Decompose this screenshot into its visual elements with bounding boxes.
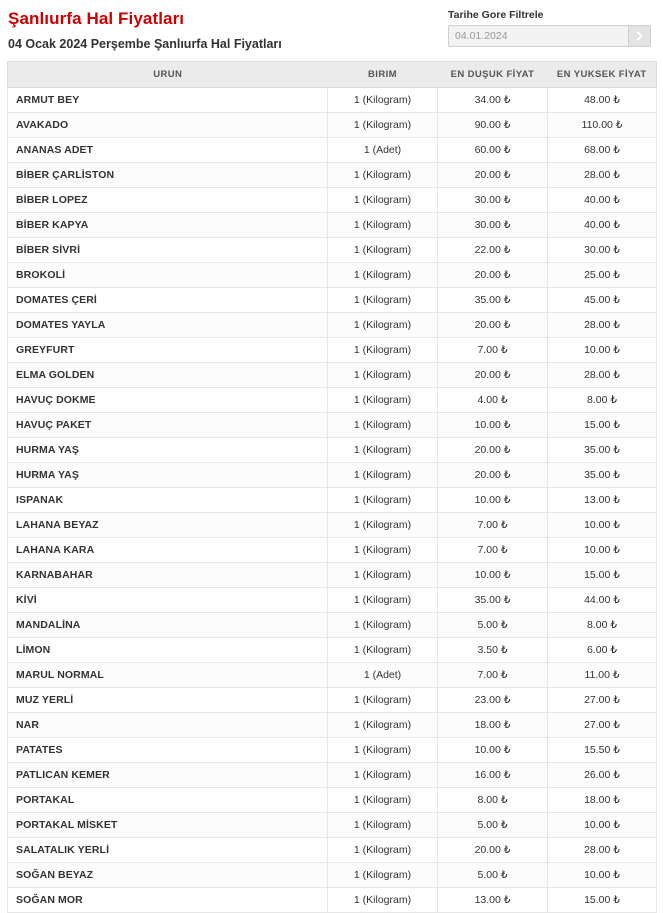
page-header bbox=[0, 0, 663, 51]
cell-birim: 1 (Adet) bbox=[328, 138, 438, 163]
cell-urun: BİBER SİVRİ bbox=[8, 238, 328, 263]
cell-lowest-price: 16.00 ₺ bbox=[438, 763, 548, 788]
cell-urun: MARUL NORMAL bbox=[8, 663, 328, 688]
cell-lowest-price: 3.50 ₺ bbox=[438, 638, 548, 663]
table-row bbox=[8, 213, 657, 238]
cell-highest-price: 40.00 ₺ bbox=[548, 188, 657, 213]
cell-highest-price: 28.00 ₺ bbox=[548, 163, 657, 188]
cell-urun: SOĞAN MOR bbox=[8, 888, 328, 913]
cell-lowest-price: 20.00 ₺ bbox=[438, 838, 548, 863]
cell-highest-price: 26.00 ₺ bbox=[548, 763, 657, 788]
table-row bbox=[8, 338, 657, 363]
cell-urun: MUZ YERLİ bbox=[8, 688, 328, 713]
cell-urun: SALATALIK YERLİ bbox=[8, 838, 328, 863]
cell-lowest-price: 35.00 ₺ bbox=[438, 288, 548, 313]
date-filter bbox=[448, 8, 651, 47]
table-row bbox=[8, 588, 657, 613]
cell-birim: 1 (Kilogram) bbox=[328, 813, 438, 838]
cell-lowest-price: 13.00 ₺ bbox=[438, 888, 548, 913]
table-row bbox=[8, 888, 657, 913]
cell-birim: 1 (Kilogram) bbox=[328, 563, 438, 588]
cell-urun: MANDALİNA bbox=[8, 613, 328, 638]
table-body bbox=[8, 88, 657, 913]
cell-highest-price: 35.00 ₺ bbox=[548, 463, 657, 488]
table-head bbox=[8, 62, 657, 88]
table-row bbox=[8, 813, 657, 838]
cell-urun: HURMA YAŞ bbox=[8, 438, 328, 463]
cell-highest-price: 15.00 ₺ bbox=[548, 563, 657, 588]
cell-birim: 1 (Kilogram) bbox=[328, 488, 438, 513]
cell-highest-price: 40.00 ₺ bbox=[548, 213, 657, 238]
cell-highest-price: 10.00 ₺ bbox=[548, 513, 657, 538]
cell-urun: BROKOLİ bbox=[8, 263, 328, 288]
cell-lowest-price: 20.00 ₺ bbox=[438, 263, 548, 288]
cell-birim: 1 (Kilogram) bbox=[328, 113, 438, 138]
cell-urun: HURMA YAŞ bbox=[8, 463, 328, 488]
cell-birim: 1 (Kilogram) bbox=[328, 213, 438, 238]
cell-highest-price: 8.00 ₺ bbox=[548, 613, 657, 638]
cell-highest-price: 27.00 ₺ bbox=[548, 713, 657, 738]
cell-birim: 1 (Kilogram) bbox=[328, 738, 438, 763]
cell-urun: DOMATES ÇERİ bbox=[8, 288, 328, 313]
cell-lowest-price: 7.00 ₺ bbox=[438, 538, 548, 563]
cell-birim: 1 (Kilogram) bbox=[328, 538, 438, 563]
page-title: Şanlıurfa Hal Fiyatları bbox=[8, 9, 185, 28]
column-header-highest-price: EN YUKSEK FİYAT bbox=[548, 62, 657, 88]
cell-lowest-price: 90.00 ₺ bbox=[438, 113, 548, 138]
table-row bbox=[8, 263, 657, 288]
cell-birim: 1 (Kilogram) bbox=[328, 388, 438, 413]
cell-highest-price: 15.50 ₺ bbox=[548, 738, 657, 763]
cell-birim: 1 (Kilogram) bbox=[328, 713, 438, 738]
cell-birim: 1 (Kilogram) bbox=[328, 438, 438, 463]
chevron-right-icon bbox=[635, 31, 644, 41]
cell-birim: 1 (Kilogram) bbox=[328, 863, 438, 888]
cell-urun: BİBER LOPEZ bbox=[8, 188, 328, 213]
cell-highest-price: 6.00 ₺ bbox=[548, 638, 657, 663]
cell-highest-price: 110.00 ₺ bbox=[548, 113, 657, 138]
cell-urun: LİMON bbox=[8, 638, 328, 663]
cell-birim: 1 (Kilogram) bbox=[328, 763, 438, 788]
cell-highest-price: 18.00 ₺ bbox=[548, 788, 657, 813]
cell-lowest-price: 10.00 ₺ bbox=[438, 738, 548, 763]
cell-highest-price: 10.00 ₺ bbox=[548, 338, 657, 363]
table-row bbox=[8, 788, 657, 813]
cell-urun: AVAKADO bbox=[8, 113, 328, 138]
cell-lowest-price: 5.00 ₺ bbox=[438, 863, 548, 888]
cell-birim: 1 (Kilogram) bbox=[328, 613, 438, 638]
cell-highest-price: 30.00 ₺ bbox=[548, 238, 657, 263]
cell-lowest-price: 60.00 ₺ bbox=[438, 138, 548, 163]
cell-birim: 1 (Kilogram) bbox=[328, 163, 438, 188]
cell-highest-price: 10.00 ₺ bbox=[548, 538, 657, 563]
cell-lowest-price: 23.00 ₺ bbox=[438, 688, 548, 713]
cell-urun: NAR bbox=[8, 713, 328, 738]
table-row bbox=[8, 388, 657, 413]
cell-lowest-price: 35.00 ₺ bbox=[438, 588, 548, 613]
date-input[interactable] bbox=[449, 26, 628, 46]
price-table bbox=[7, 61, 657, 913]
cell-lowest-price: 20.00 ₺ bbox=[438, 438, 548, 463]
cell-urun: PATATES bbox=[8, 738, 328, 763]
cell-highest-price: 11.00 ₺ bbox=[548, 663, 657, 688]
table-row bbox=[8, 538, 657, 563]
date-filter-label: Tarihe Gore Filtrele bbox=[448, 9, 544, 21]
cell-highest-price: 8.00 ₺ bbox=[548, 388, 657, 413]
table-row bbox=[8, 113, 657, 138]
cell-lowest-price: 7.00 ₺ bbox=[438, 513, 548, 538]
page-subtitle: 04 Ocak 2024 Perşembe Şanlıurfa Hal Fiyatları bbox=[8, 36, 282, 51]
cell-highest-price: 27.00 ₺ bbox=[548, 688, 657, 713]
table-row bbox=[8, 513, 657, 538]
cell-urun: PATLICAN KEMER bbox=[8, 763, 328, 788]
cell-lowest-price: 20.00 ₺ bbox=[438, 363, 548, 388]
table-row bbox=[8, 313, 657, 338]
cell-urun: BİBER ÇARLİSTON bbox=[8, 163, 328, 188]
cell-lowest-price: 20.00 ₺ bbox=[438, 313, 548, 338]
cell-birim: 1 (Kilogram) bbox=[328, 338, 438, 363]
cell-urun: PORTAKAL MİSKET bbox=[8, 813, 328, 838]
cell-urun: GREYFURT bbox=[8, 338, 328, 363]
table-row bbox=[8, 138, 657, 163]
cell-highest-price: 15.00 ₺ bbox=[548, 888, 657, 913]
cell-urun: DOMATES YAYLA bbox=[8, 313, 328, 338]
table-row bbox=[8, 363, 657, 388]
cell-birim: 1 (Kilogram) bbox=[328, 88, 438, 113]
cell-highest-price: 28.00 ₺ bbox=[548, 838, 657, 863]
cell-highest-price: 48.00 ₺ bbox=[548, 88, 657, 113]
cell-urun: ARMUT BEY bbox=[8, 88, 328, 113]
table-row bbox=[8, 413, 657, 438]
cell-highest-price: 25.00 ₺ bbox=[548, 263, 657, 288]
table-row bbox=[8, 438, 657, 463]
cell-birim: 1 (Kilogram) bbox=[328, 263, 438, 288]
cell-highest-price: 28.00 ₺ bbox=[548, 363, 657, 388]
cell-lowest-price: 22.00 ₺ bbox=[438, 238, 548, 263]
cell-highest-price: 10.00 ₺ bbox=[548, 813, 657, 838]
table-row bbox=[8, 663, 657, 688]
cell-highest-price: 28.00 ₺ bbox=[548, 313, 657, 338]
table-row bbox=[8, 688, 657, 713]
cell-lowest-price: 7.00 ₺ bbox=[438, 338, 548, 363]
cell-birim: 1 (Kilogram) bbox=[328, 888, 438, 913]
cell-birim: 1 (Kilogram) bbox=[328, 188, 438, 213]
cell-lowest-price: 8.00 ₺ bbox=[438, 788, 548, 813]
table-row bbox=[8, 738, 657, 763]
table-row bbox=[8, 838, 657, 863]
cell-lowest-price: 20.00 ₺ bbox=[438, 463, 548, 488]
cell-highest-price: 35.00 ₺ bbox=[548, 438, 657, 463]
column-header-urun: URUN bbox=[8, 62, 328, 88]
cell-birim: 1 (Kilogram) bbox=[328, 238, 438, 263]
date-filter-submit-button[interactable] bbox=[628, 26, 650, 46]
cell-highest-price: 10.00 ₺ bbox=[548, 863, 657, 888]
cell-birim: 1 (Kilogram) bbox=[328, 638, 438, 663]
column-header-lowest-price: EN DUŞUK FİYAT bbox=[438, 62, 548, 88]
cell-lowest-price: 30.00 ₺ bbox=[438, 213, 548, 238]
cell-highest-price: 68.00 ₺ bbox=[548, 138, 657, 163]
table-row bbox=[8, 638, 657, 663]
table-row bbox=[8, 238, 657, 263]
table-row bbox=[8, 163, 657, 188]
cell-birim: 1 (Kilogram) bbox=[328, 363, 438, 388]
cell-highest-price: 15.00 ₺ bbox=[548, 413, 657, 438]
cell-highest-price: 45.00 ₺ bbox=[548, 288, 657, 313]
cell-urun: KARNABAHAR bbox=[8, 563, 328, 588]
cell-lowest-price: 20.00 ₺ bbox=[438, 163, 548, 188]
table-row bbox=[8, 288, 657, 313]
cell-lowest-price: 10.00 ₺ bbox=[438, 563, 548, 588]
cell-birim: 1 (Kilogram) bbox=[328, 688, 438, 713]
cell-birim: 1 (Adet) bbox=[328, 663, 438, 688]
cell-urun: LAHANA BEYAZ bbox=[8, 513, 328, 538]
table-row bbox=[8, 463, 657, 488]
cell-urun: HAVUÇ PAKET bbox=[8, 413, 328, 438]
cell-highest-price: 44.00 ₺ bbox=[548, 588, 657, 613]
cell-urun: SOĞAN BEYAZ bbox=[8, 863, 328, 888]
table-row bbox=[8, 863, 657, 888]
table-row bbox=[8, 613, 657, 638]
cell-birim: 1 (Kilogram) bbox=[328, 838, 438, 863]
cell-birim: 1 (Kilogram) bbox=[328, 513, 438, 538]
table-row bbox=[8, 763, 657, 788]
cell-lowest-price: 30.00 ₺ bbox=[438, 188, 548, 213]
cell-lowest-price: 4.00 ₺ bbox=[438, 388, 548, 413]
cell-birim: 1 (Kilogram) bbox=[328, 588, 438, 613]
cell-urun: PORTAKAL bbox=[8, 788, 328, 813]
cell-urun: ELMA GOLDEN bbox=[8, 363, 328, 388]
title-block bbox=[8, 8, 448, 51]
cell-lowest-price: 18.00 ₺ bbox=[438, 713, 548, 738]
table-row bbox=[8, 88, 657, 113]
cell-lowest-price: 5.00 ₺ bbox=[438, 813, 548, 838]
cell-highest-price: 13.00 ₺ bbox=[548, 488, 657, 513]
table-header-row bbox=[8, 62, 657, 88]
cell-lowest-price: 34.00 ₺ bbox=[438, 88, 548, 113]
cell-birim: 1 (Kilogram) bbox=[328, 463, 438, 488]
table-row bbox=[8, 188, 657, 213]
cell-urun: ANANAS ADET bbox=[8, 138, 328, 163]
cell-urun: LAHANA KARA bbox=[8, 538, 328, 563]
cell-birim: 1 (Kilogram) bbox=[328, 788, 438, 813]
cell-birim: 1 (Kilogram) bbox=[328, 413, 438, 438]
cell-urun: KİVİ bbox=[8, 588, 328, 613]
cell-urun: HAVUÇ DOKME bbox=[8, 388, 328, 413]
table-row bbox=[8, 488, 657, 513]
table-row bbox=[8, 563, 657, 588]
cell-urun: ISPANAK bbox=[8, 488, 328, 513]
column-header-birim: BIRIM bbox=[328, 62, 438, 88]
cell-lowest-price: 5.00 ₺ bbox=[438, 613, 548, 638]
cell-birim: 1 (Kilogram) bbox=[328, 288, 438, 313]
table-row bbox=[8, 713, 657, 738]
cell-lowest-price: 10.00 ₺ bbox=[438, 413, 548, 438]
cell-lowest-price: 10.00 ₺ bbox=[438, 488, 548, 513]
cell-urun: BİBER KAPYA bbox=[8, 213, 328, 238]
cell-birim: 1 (Kilogram) bbox=[328, 313, 438, 338]
cell-lowest-price: 7.00 ₺ bbox=[438, 663, 548, 688]
date-filter-control[interactable] bbox=[448, 25, 651, 47]
